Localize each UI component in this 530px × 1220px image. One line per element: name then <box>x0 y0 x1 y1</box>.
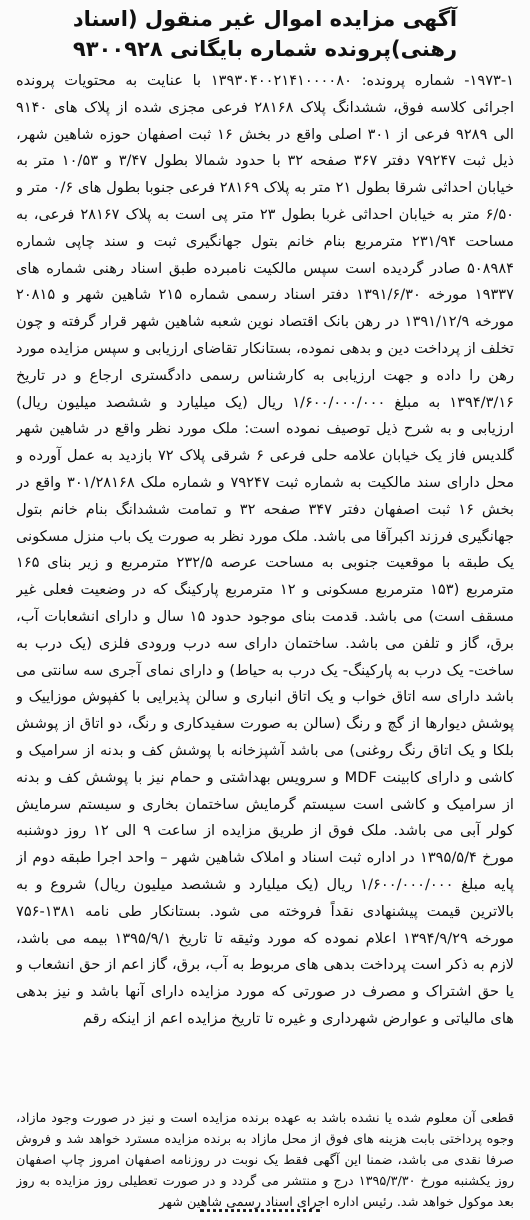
notice-footer: قطعی آن معلوم شده یا نشده باشد به عهده برنده مزایده است و نیز در صورت وجود مازاد، وجوه پرداختی بابت هزینه های فوق از محل مازاد به برنده مزایده مسترد خواهد شد و فروش صرفا نقدی می باشد، ضمنا این آگهی فقط یک نوبت در روزنامه اصفهان امروز چاپ اصفهان روز یکشنبه مورخ ۱۳۹۵/۳/۳۰ درج و منتشر می گردد و در صورت تعطیلی روز مزایده به روز بعد موکول خواهد شد. رئیس اداره اجرای اسناد رسمی شاهین شهر <box>16 1111 514 1210</box>
notice-body: ۱۹۷۳-۱- شماره پرونده: ۱۳۹۳۰۴۰۰۲۱۴۱۰۰۰۰۸۰ با عنایت به محتویات پرونده اجرائی کلاسه فوق، ششدانگ پلاک ۲۸۱۶۸ فرعی مجزی شده از پلاک های ۹۱۴۰ الی ۹۲۸۹ فرعی از ۳۰۱ اصلی واقع در بخش ۱۶ ثبت اصفهان حوزه شاهین شهر، ذیل ثبت ۷۹۲۴۷ دفتر ۳۶۷ صفحه ۳۲ با حدود شمالا بطول ۳/۴۷ و ۱۰/۵۳ متر به خیابان احداثی شرقا بطول ۲۱ متر به پلاک ۲۸۱۶۹ فرعی جنوبا بطول های ۰/۶ متر و ۶/۵۰ متر به خیابان احداثی غربا بطول ۲۳ متر پی است به پلاک ۲۸۱۶۷ فرعی، به مساحت ۲۳۱/۹۴ مترمربع بنام خانم بتول جهانگیری ثبت و سند چاپی شماره ۵۰۸۹۸۴ صادر گردیده است سپس مالکیت نامبرده طبق اسناد رهنی شماره های ۱۹۳۳۷ مورخه ۱۳۹۱/۶/۳۰ دفتر اسناد رسمی شماره ۲۱۵ شاهین شهر و ۲۰۸۱۵ مورخه ۱۳۹۱/۱۲/۹ در رهن بانک اقتصاد نوین شعبه شاهین شهر قرار گرفته و چون تخلف از پرداخت دین و بدهی نموده، بستانکار تقاضای ارزیابی و سپس مزایده مورد رهن را داده و جهت ارزیابی به کارشناس رسمی دادگستری ارجاع و در تاریخ ۱۳۹۴/۳/۱۶ به مبلغ ۱/۶۰۰/۰۰۰/۰۰۰ ریال (یک میلیارد و ششصد میلیون ریال) ارزیابی و به شرح ذیل توصیف نموده است: ملک مورد نظر واقع در شاهین شهر گلدیس فاز یک خیابان علامه حلی فرعی ۶ شرقی پلاک ۷۲ بازدید به عمل آورده و محل دارای سند مالکیت به شماره ثبت ۷۹۲۴۷ و شماره ملک ۳۰۱/۲۸۱۶۸ واقع در بخش ۱۶ ثبت اصفهان دفتر ۳۴۷ صفحه ۳۲ و تمامت ششدانگ بنام خانم بتول جهانگیری فرزند اکبرآقا می باشد. ملک مورد نظر به صورت یک باب منزل مسکونی یک طبقه با موقعیت جنوبی به مساحت عرصه ۲۳۲/۵ مترمربع و زیر بنای ۱۶۵ مترمربع (۱۵۳ مترمربع مسکونی و ۱۲ مترمربع پارکینگ که در وضعیت فعلی غیر مسقف است) می باشد. قدمت بنای موجود حدود ۱۵ سال و دارای انشعابات آب، برق، گاز و تلفن می باشد. ساختمان دارای سه درب ورودی فلزی (یک درب به ساخت- یک درب به پارکینگ- یک درب به حیاط) و دارای نمای آجری سه سانتی می باشد دارای سه اتاق خواب و یک اتاق انباری و سالن پذیرایی با کفپوش موزاییک و پوشش دیوارها از گچ و رنگ (سالن به صورت سفیدکاری و رنگ، دو اتاق از پوشش بلکا و یک اتاق رنگ روغنی) می باشد آشپزخانه با پوشش کف و بدنه از سرامیک و کاشی و دارای کابینت MDF و سرویس بهداشتی و حمام نیز با پوشش کف و بدنه از سرامیک و کاشی است سیستم گرمایش ساختمان بخاری و سیستم سرمایش کولر آبی می باشد. ملک فوق از طریق مزایده از ساعت ۹ الی ۱۲ روز دوشنبه مورخ ۱۳۹۵/۵/۴ در اداره ثبت اسناد و املاک شاهین شهر – واحد اجرا طبقه دوم از پایه مبلغ ۱/۶۰۰/۰۰۰/۰۰۰ ریال (یک میلیارد و ششصد میلیون ریال) شروع و به بالاترین قیمت پیشنهادی نقداً فروخته می شود. بستانکار طی نامه ۱۳۸۱-۷۵۶ مورخه ۱۳۹۴/۹/۲۹ اعلام نموده که مورد وثیقه تا تاریخ ۱۳۹۵/۹/۱ بیمه می باشد، لازم به ذکر است پرداخت بدهی های مربوط به آب، برق، گاز اعم از حق انشعاب و یا حق اشتراک و مصرف در صورتی که مورد مزایده دارای آنها باشد و نیز بدهی های مالیاتی و عوارض شهرداری و غیره تا تاریخ مزایده اعم از اینکه رقم <box>16 72 514 1027</box>
notice-title: آگهی مزایده اموال غیر منقول (اسناد رهنی)پرونده شماره بایگانی ۹۳۰۰۹۲۸ <box>72 7 458 61</box>
cut-line-divider <box>200 1209 320 1220</box>
